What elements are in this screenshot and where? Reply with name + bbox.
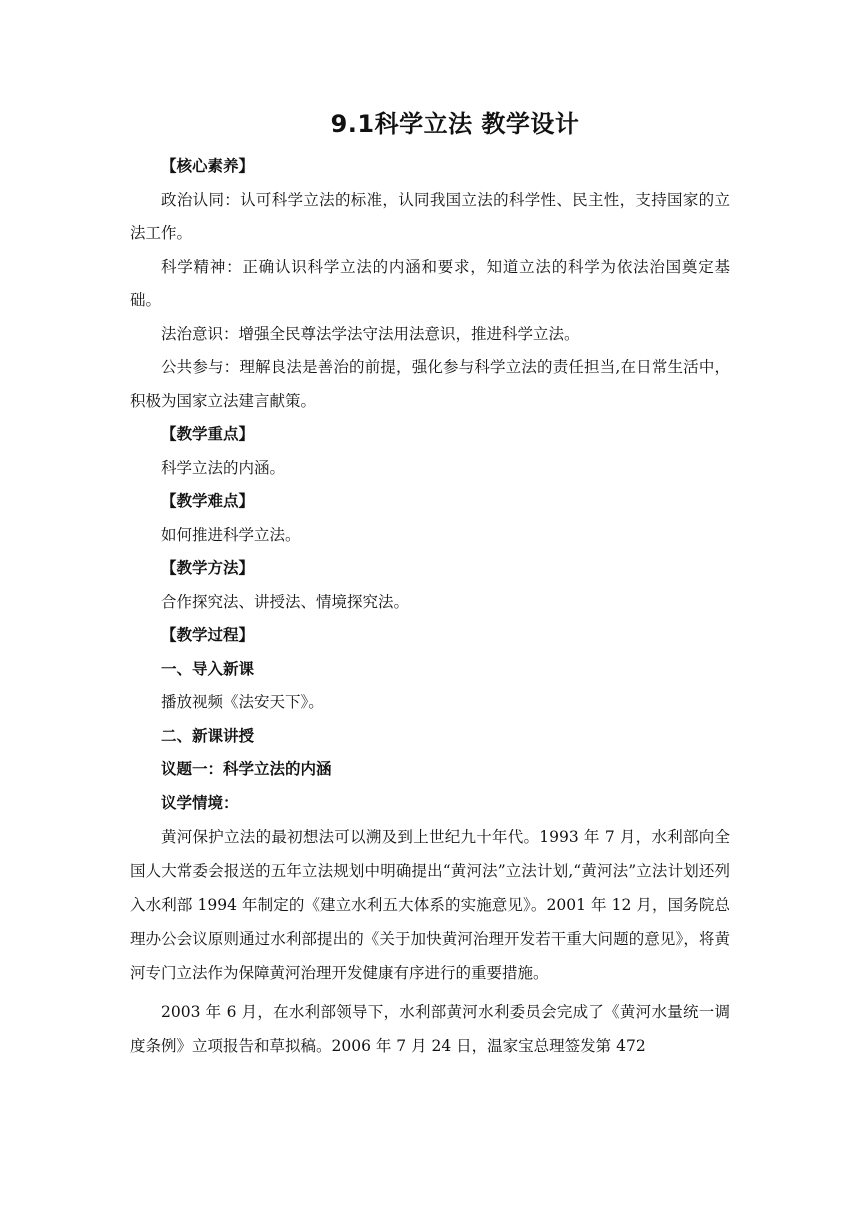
document-title: 9.1科学立法 教学设计 bbox=[330, 110, 580, 138]
methods-heading: 【教学方法】 bbox=[161, 559, 255, 577]
step1-heading: 一、导入新课 bbox=[161, 659, 255, 678]
key-points-heading: 【教学重点】 bbox=[161, 425, 255, 443]
difficulties-text: 如何推进科学立法。 bbox=[161, 525, 301, 544]
key-points-text: 科学立法的内涵。 bbox=[161, 458, 286, 477]
step2-heading: 二、新课讲授 bbox=[161, 726, 255, 745]
methods-text: 合作探究法、讲授法、情境探究法。 bbox=[161, 592, 410, 611]
public-participation-paragraph: 公共参与：理解良法是善治的前提，强化参与科学立法的责任担当,在日常生活中，积极为国家立法建言献策。 bbox=[130, 358, 730, 410]
document-body bbox=[130, 150, 730, 1063]
step1-text: 播放视频《法安天下》。 bbox=[161, 693, 324, 711]
difficulties-heading: 【教学难点】 bbox=[161, 492, 255, 510]
yellow-river-paragraph-2: 2003 年 6 月，在水利部领导下，水利部黄河水利委员会完成了《黄河水量统一调度条例》立项报告和草拟稿。2006 年 7 月 24 日，温家宝总理签发第 472 bbox=[130, 1003, 730, 1055]
topic1-heading: 议题一：科学立法的内涵 bbox=[161, 760, 332, 778]
yellow-river-paragraph-1: 黄河保护立法的最初想法可以溯及到上世纪九十年代。1993 年 7 月，水利部向全国人大常委会报送的五年立法规划中明确提出“黄河法”立法计划,“黄河法”立法计划还列入水利部 1994 年制定的《建立水利五大体系的实施意见》。2001 年 12 月，国务院总理办公会议原则通过水利部提出的《关于加快黄河治理开发若干重大问题的意见》，将黄河专门立法作为保障黄河治理开发健康有序进行的重要措施。 bbox=[130, 828, 730, 982]
process-heading: 【教学过程】 bbox=[161, 626, 255, 644]
rule-of-law-paragraph: 法治意识：增强全民尊法学法守法用法意识，推进科学立法。 bbox=[161, 324, 580, 343]
political-identity-paragraph: 政治认同：认可科学立法的标准，认同我国立法的科学性、民主性，支持国家的立法工作。 bbox=[130, 190, 730, 242]
core-literacy-heading: 【核心素养】 bbox=[161, 157, 255, 175]
situation-heading: 议学情境： bbox=[161, 793, 239, 812]
scientific-spirit-paragraph: 科学精神：正确认识科学立法的内涵和要求，知道立法的科学为依法治国奠定基础。 bbox=[130, 257, 730, 309]
